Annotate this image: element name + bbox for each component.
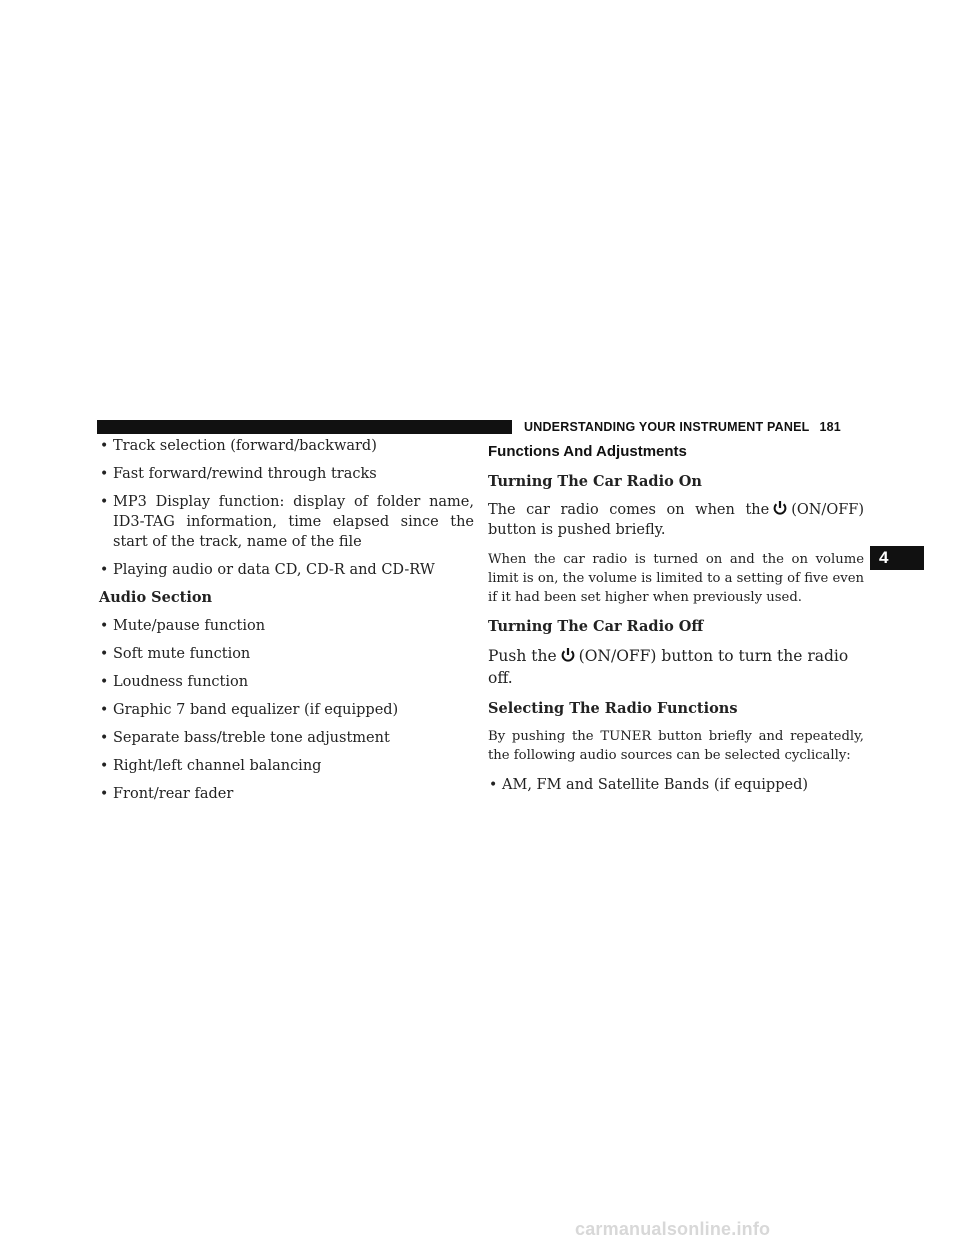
radio-on-heading: Turning The Car Radio On bbox=[488, 473, 702, 490]
radio-off-heading: Turning The Car Radio Off bbox=[488, 618, 704, 635]
list-item: • Track selection (forward/backward) bbox=[99, 436, 474, 456]
list-item: • Soft mute function bbox=[99, 644, 474, 664]
section-heading: Functions And Adjustments bbox=[488, 443, 687, 460]
power-icon bbox=[560, 647, 576, 663]
watermark: carmanualsonline.info bbox=[575, 1219, 771, 1239]
list-item: • Loudness function bbox=[99, 672, 474, 692]
radio-on-text-before: The car radio comes on when the bbox=[488, 502, 770, 518]
source-list bbox=[488, 775, 864, 795]
header-title: UNDERSTANDING YOUR INSTRUMENT PANEL bbox=[524, 420, 810, 434]
page-number: 181 bbox=[819, 420, 841, 434]
chapter-tab[interactable]: 4 bbox=[870, 546, 924, 570]
list-item: • Playing audio or data CD, CD-R and CD-RW bbox=[99, 560, 474, 580]
left-column bbox=[99, 436, 474, 812]
running-header bbox=[524, 419, 841, 435]
right-column bbox=[488, 436, 864, 803]
power-icon bbox=[772, 500, 788, 516]
select-functions-heading: Selecting The Radio Functions bbox=[488, 700, 738, 717]
list-item: • Separate bass/treble tone adjustment bbox=[99, 728, 474, 748]
radio-on-text bbox=[488, 500, 864, 540]
radio-on-text-after: (ON/OFF) button is pushed briefly. bbox=[488, 502, 864, 538]
audio-section-heading: Audio Section bbox=[99, 589, 213, 606]
radio-off-text-before: Push the bbox=[488, 647, 557, 665]
radio-off-text-after: (ON/OFF) button to turn the radio off. bbox=[488, 647, 849, 687]
radio-off-text bbox=[488, 645, 864, 689]
volume-limit-text: When the car radio is turned on and the on volume limit is on, the volume is limited to a setting of five even if it had been set higher when previously used. bbox=[488, 552, 864, 605]
list-item: • Right/left channel balancing bbox=[99, 756, 474, 776]
header-rule bbox=[97, 420, 512, 434]
feature-list bbox=[99, 436, 474, 580]
list-item: • Fast forward/rewind through tracks bbox=[99, 464, 474, 484]
list-item: • Front/rear fader bbox=[99, 784, 474, 804]
list-item: • Mute/pause function bbox=[99, 616, 474, 636]
list-item: • AM, FM and Satellite Bands (if equipped) bbox=[488, 775, 864, 795]
list-item: • Graphic 7 band equalizer (if equipped) bbox=[99, 700, 474, 720]
select-functions-text: By pushing the TUNER button briefly and repeatedly, the following audio sources can be selected cyclically: bbox=[488, 729, 864, 763]
audio-feature-list bbox=[99, 616, 474, 804]
list-item: • MP3 Display function: display of folder name, ID3-TAG information, time elapsed since the start of the track, name of the file bbox=[99, 492, 474, 552]
